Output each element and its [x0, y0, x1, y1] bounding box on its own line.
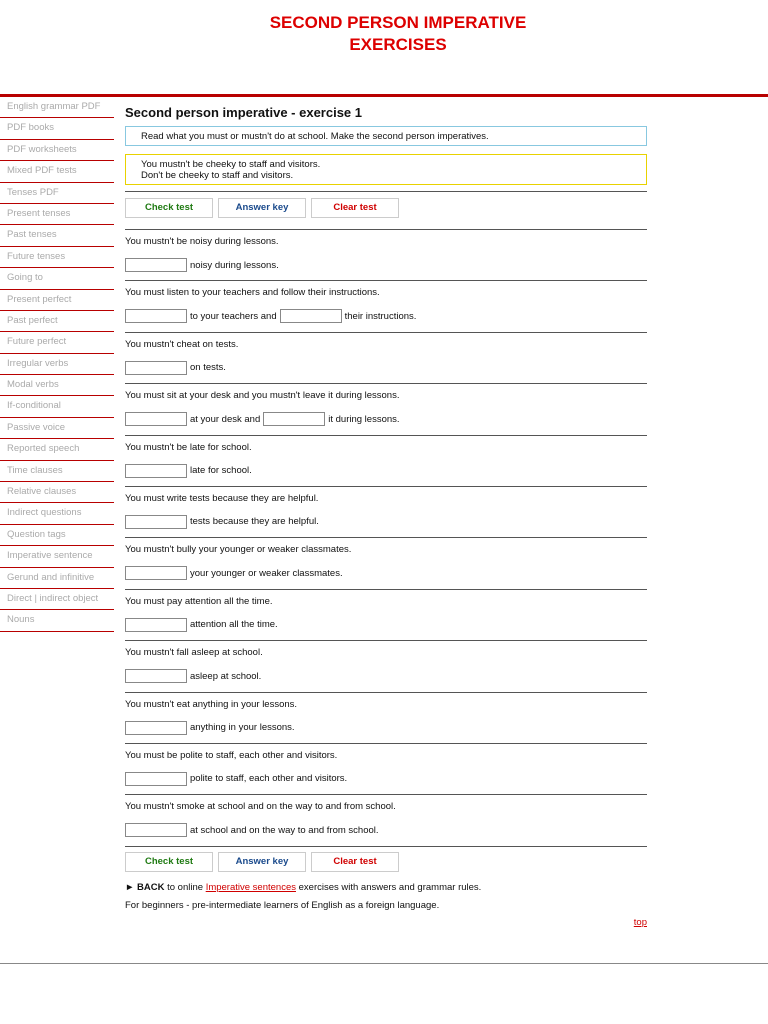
answer-text: noisy during lessons. [190, 259, 279, 271]
question-item [125, 436, 647, 487]
sidebar-item-7[interactable]: Future tenses [0, 247, 114, 268]
question-item [125, 333, 647, 384]
answer-line [125, 360, 647, 376]
sidebar-item-23[interactable]: Direct | indirect object [0, 589, 114, 610]
answer-line [125, 463, 647, 479]
top-link[interactable]: top [633, 916, 647, 928]
answer-input[interactable] [125, 412, 187, 426]
sidebar-item-3[interactable]: Mixed PDF tests [0, 161, 114, 182]
answer-input[interactable] [125, 515, 187, 529]
example-line-2: Don't be cheeky to staff and visitors. [141, 170, 294, 181]
sidebar-item-20[interactable]: Question tags [0, 525, 114, 546]
answer-text: anything in your lessons. [190, 722, 295, 734]
instruction-box: Read what you must or mustn't do at school. Make the second person imperatives. [125, 126, 647, 146]
question-item [125, 281, 647, 332]
answer-input[interactable] [125, 823, 187, 837]
question-prompt: You mustn't fall asleep at school. [125, 647, 263, 659]
clear-test-button[interactable]: Clear test [311, 198, 399, 218]
question-item [125, 538, 647, 589]
question-prompt: You mustn't bully your younger or weaker classmates. [125, 544, 352, 556]
clear-test-button-bottom[interactable]: Clear test [311, 852, 399, 872]
question-prompt: You must write tests because they are helpful. [125, 492, 319, 504]
answer-text: to your teachers and [190, 310, 277, 322]
question-prompt: You must sit at your desk and you mustn't leave it during lessons. [125, 390, 400, 402]
sidebar-item-0[interactable]: English grammar PDF [0, 97, 114, 118]
answer-line [125, 720, 647, 736]
question-list [125, 230, 647, 847]
answer-text: on tests. [190, 362, 226, 374]
example-box [125, 154, 647, 185]
question-prompt: You mustn't cheat on tests. [125, 338, 239, 350]
main-content [125, 97, 647, 931]
back-label: ► BACK [125, 881, 165, 893]
exercise-title: Second person imperative - exercise 1 [125, 105, 362, 120]
sidebar-item-18[interactable]: Relative clauses [0, 482, 114, 503]
answer-text: it during lessons. [328, 413, 400, 425]
sidebar-item-22[interactable]: Gerund and infinitive [0, 568, 114, 589]
check-test-button-bottom[interactable]: Check test [125, 852, 213, 872]
example-line-1: You mustn't be cheeky to staff and visitors. [141, 159, 321, 170]
answer-input[interactable] [125, 361, 187, 375]
question-item [125, 641, 647, 692]
sidebar-item-6[interactable]: Past tenses [0, 225, 114, 246]
answer-text: their instructions. [344, 310, 417, 322]
check-test-button[interactable]: Check test [125, 198, 213, 218]
sidebar-item-12[interactable]: Irregular verbs [0, 354, 114, 375]
answer-input[interactable] [125, 258, 187, 272]
sidebar-item-5[interactable]: Present tenses [0, 204, 114, 225]
answer-input[interactable] [125, 566, 187, 580]
answer-line [125, 668, 647, 684]
back-line [125, 882, 647, 893]
answer-key-button-bottom[interactable]: Answer key [218, 852, 306, 872]
answer-line [125, 308, 647, 324]
page-title-line2: EXERCISES [349, 35, 447, 54]
sidebar-nav [0, 97, 114, 632]
question-prompt: You must be polite to staff, each other and visitors. [125, 749, 338, 761]
answer-line [125, 565, 647, 581]
sidebar-item-9[interactable]: Present perfect [0, 290, 114, 311]
question-prompt: You mustn't smoke at school and on the way to and from school. [125, 801, 396, 813]
question-prompt: You mustn't be noisy during lessons. [125, 236, 279, 247]
question-item [125, 230, 647, 281]
sidebar-item-16[interactable]: Reported speech [0, 439, 114, 460]
answer-input[interactable] [125, 464, 187, 478]
question-prompt: You mustn't be late for school. [125, 441, 252, 453]
answer-input[interactable] [263, 412, 325, 426]
sidebar-item-13[interactable]: Modal verbs [0, 375, 114, 396]
answer-input[interactable] [125, 669, 187, 683]
answer-input[interactable] [125, 772, 187, 786]
sidebar-item-8[interactable]: Going to [0, 268, 114, 289]
answer-line [125, 514, 647, 530]
back-text-2: exercises with answers and grammar rules. [295, 881, 482, 893]
answer-line [125, 411, 647, 427]
footer-divider [0, 963, 768, 964]
button-row-bottom [125, 847, 647, 874]
sidebar-item-11[interactable]: Future perfect [0, 332, 114, 353]
answer-line [125, 617, 647, 633]
level-note: For beginners - pre-intermediate learners of English as a foreign language. [125, 899, 440, 911]
sidebar-item-1[interactable]: PDF books [0, 118, 114, 139]
sidebar-item-14[interactable]: If-conditional [0, 396, 114, 417]
answer-text: tests because they are helpful. [190, 516, 319, 528]
question-prompt: You must listen to your teachers and follow their instructions. [125, 287, 380, 299]
answer-text: late for school. [190, 465, 252, 477]
button-row-top [125, 192, 647, 220]
question-prompt: You must pay attention all the time. [125, 595, 273, 607]
sidebar-item-2[interactable]: PDF worksheets [0, 140, 114, 161]
answer-input[interactable] [125, 721, 187, 735]
back-text-1: to online [164, 881, 206, 893]
answer-line [125, 822, 647, 838]
sidebar-item-19[interactable]: Indirect questions [0, 503, 114, 524]
question-item [125, 693, 647, 744]
answer-input[interactable] [125, 618, 187, 632]
question-item [125, 384, 647, 435]
answer-line [125, 257, 647, 273]
sidebar-item-15[interactable]: Passive voice [0, 418, 114, 439]
answer-text: your younger or weaker classmates. [190, 567, 343, 579]
answer-key-button[interactable]: Answer key [218, 198, 306, 218]
answer-text: at school and on the way to and from school. [190, 824, 379, 836]
question-item [125, 487, 647, 538]
answer-text: at your desk and [190, 413, 261, 425]
sidebar-item-4[interactable]: Tenses PDF [0, 183, 114, 204]
answer-input[interactable] [280, 309, 342, 323]
question-item [125, 795, 647, 846]
sidebar-item-21[interactable]: Imperative sentence [0, 546, 114, 567]
answer-input[interactable] [125, 309, 187, 323]
answer-text: attention all the time. [190, 619, 278, 631]
answer-text: asleep at school. [190, 670, 262, 682]
sidebar-item-17[interactable]: Time clauses [0, 461, 114, 482]
sidebar-item-10[interactable]: Past perfect [0, 311, 114, 332]
question-prompt: You mustn't eat anything in your lessons. [125, 698, 298, 710]
answer-text: polite to staff, each other and visitors. [190, 773, 348, 785]
answer-line [125, 771, 647, 787]
sidebar-item-24[interactable]: Nouns [0, 610, 114, 631]
page-title [0, 12, 768, 56]
question-item [125, 590, 647, 641]
question-item [125, 744, 647, 795]
page-title-line1: SECOND PERSON IMPERATIVE [269, 13, 527, 32]
imperative-sentences-link[interactable]: Imperative sentences [205, 881, 296, 893]
